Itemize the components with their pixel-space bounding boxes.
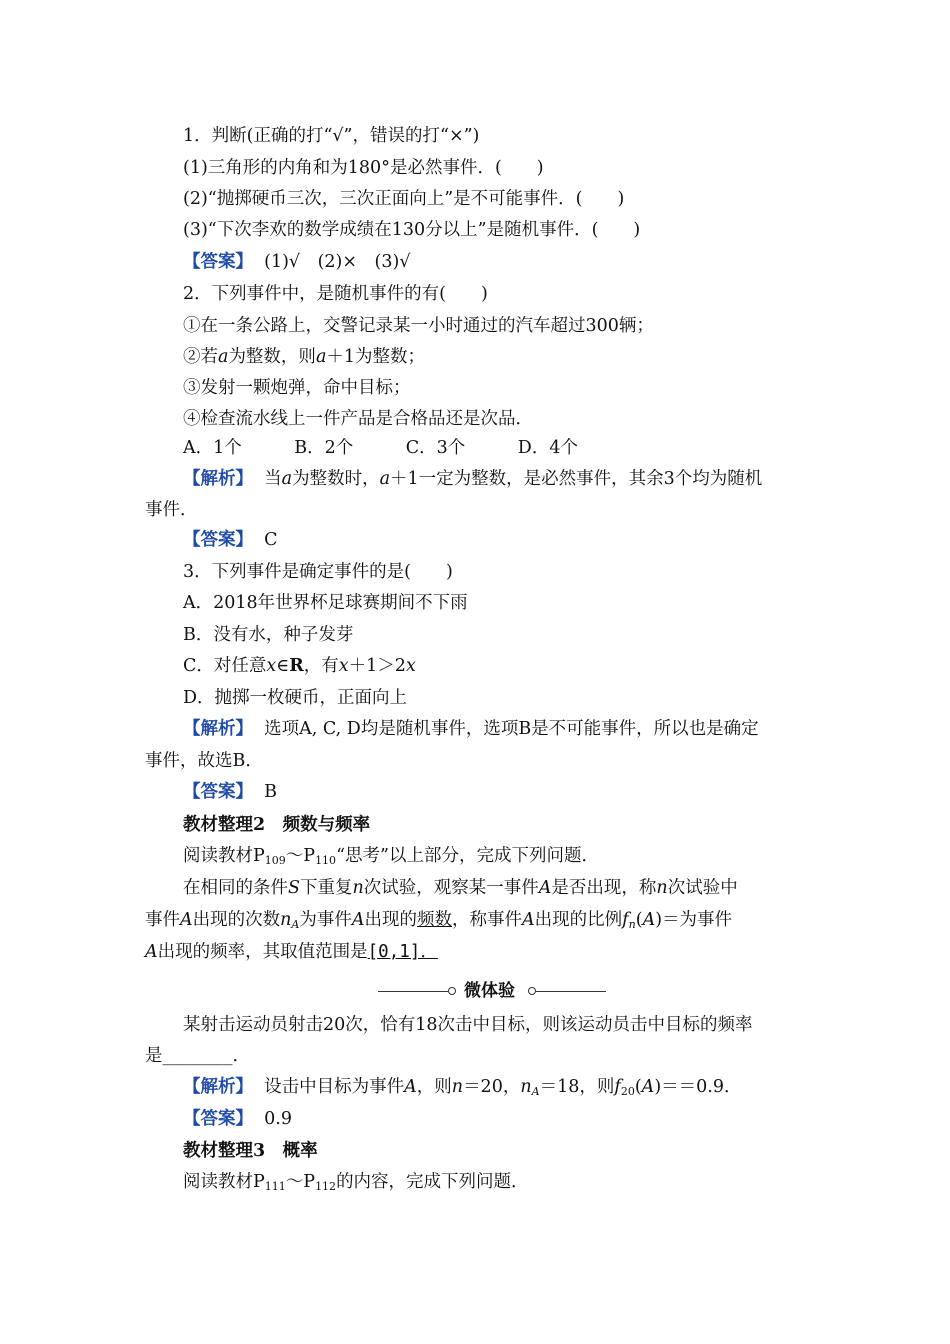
- divider-line-left: [378, 991, 448, 992]
- section-2-para-line3: [145, 941, 438, 963]
- analysis-tag: 【解析】: [183, 469, 253, 489]
- var-A: A: [538, 878, 552, 898]
- text: ，称事件: [452, 910, 523, 930]
- section-3-heading: 教材整理3 概率: [183, 1141, 318, 1161]
- text: 当: [264, 469, 282, 489]
- text: ②若: [183, 347, 218, 367]
- var-a: a: [281, 469, 293, 489]
- text: 次试验中: [667, 878, 738, 898]
- analysis-tag: 【解析】: [183, 1077, 253, 1097]
- q2-item-1: ①在一条公路上，交警记录某一小时通过的汽车超过300辆；: [183, 316, 654, 336]
- section-2-heading: 教材整理2 频数与频率: [183, 815, 371, 835]
- q2-analysis-line1: [183, 468, 762, 490]
- text: 是否出现，称: [551, 878, 657, 898]
- text: )＝＝0.9．: [654, 1077, 742, 1097]
- q3-option-d: D．抛掷一枚硬币，正面向上: [183, 688, 408, 708]
- underlined-term: 频数: [417, 910, 453, 930]
- text: 阅读教材P: [183, 846, 265, 866]
- text: 的内容，完成下列问题．: [336, 1172, 529, 1192]
- q1-answer: (1)√ (2)× (3)√: [264, 252, 411, 272]
- var-x: x: [266, 656, 277, 676]
- text: 事件: [145, 910, 180, 930]
- q1-statement-2: (2)“抛掷硬币三次，三次正面向上”是不可能事件．( ): [183, 189, 625, 209]
- exp-answer: 0.9: [264, 1109, 292, 1129]
- text: ＝20，: [463, 1077, 521, 1097]
- text: 出现的频率，其取值范围是: [157, 942, 368, 962]
- text: 在相同的条件: [183, 878, 288, 898]
- mini-experience-divider: [378, 980, 606, 1002]
- var-A: A: [522, 910, 535, 930]
- q2-answer: C: [264, 530, 278, 550]
- text: 设击中目标为事件: [264, 1077, 405, 1097]
- text: ，则: [416, 1077, 452, 1097]
- divider-line-right: [536, 991, 606, 992]
- divider-dot-right: [528, 987, 536, 995]
- exp-analysis-line: [183, 1076, 741, 1103]
- var-n: n: [520, 1077, 532, 1097]
- var-n: n: [352, 878, 364, 898]
- text: 次试验，观察某一事件: [363, 878, 539, 898]
- q2-item-4: ④检查流水线上一件产品是合格品还是次品．: [183, 409, 533, 429]
- var-f: f: [622, 910, 629, 930]
- text: 为整数，则: [228, 347, 316, 367]
- text: ＝18，则: [539, 1077, 615, 1097]
- page-sub: 109: [264, 854, 286, 867]
- section-2-reading: [183, 845, 599, 872]
- text: 下重复: [300, 878, 353, 898]
- var-A: A: [641, 1077, 655, 1097]
- var-x: x: [405, 656, 416, 676]
- divider-label: 微体验: [464, 981, 515, 1001]
- page-sub: 112: [315, 1180, 337, 1193]
- text: (: [635, 910, 643, 930]
- answer-tag: 【答案】: [183, 1109, 253, 1129]
- exp-question-line1: 某射击运动员射击20次，恰有18次击中目标，则该运动员击中目标的频率: [183, 1015, 753, 1035]
- q2-analysis-line2: 事件．: [145, 500, 198, 520]
- text: 出现的: [364, 910, 418, 930]
- section-2-para-line1: [183, 877, 738, 899]
- q3-option-b: B．没有水，种子发芽: [183, 625, 354, 645]
- var-A: A: [642, 910, 656, 930]
- var-n: n: [280, 910, 292, 930]
- exp-answer-line: [183, 1108, 292, 1130]
- var-S: S: [288, 878, 300, 898]
- var-n-sub: n: [628, 918, 636, 931]
- q2-title: 2．下列事件中，是随机事件的有( ): [183, 284, 488, 304]
- var-A-sub: A: [291, 918, 300, 931]
- real-set-R: R: [289, 656, 304, 676]
- q2-answer-line: [183, 529, 278, 551]
- q3-option-a: A．2018年世界杯足球赛期间不下雨: [183, 593, 468, 613]
- text: ∈: [276, 656, 290, 676]
- var-A: A: [145, 942, 158, 962]
- q1-statement-3: (3)“下次李欢的数学成绩在130分以上”是随机事件．( ): [183, 220, 641, 240]
- q3-answer-line: [183, 781, 277, 803]
- text: 出现的次数: [192, 910, 281, 930]
- text: 为整数时，: [292, 469, 380, 489]
- divider-dot-left: [448, 987, 456, 995]
- answer-tag: 【答案】: [183, 252, 253, 272]
- q3-title: 3．下列事件是确定事件的是( ): [183, 562, 453, 582]
- page-sub: 110: [315, 854, 337, 867]
- var-A: A: [180, 910, 193, 930]
- var-n: n: [451, 1077, 464, 1097]
- section-2-para-line2: [145, 909, 732, 936]
- text: ＋1为整数；: [326, 347, 426, 367]
- sub-20: 20: [620, 1085, 635, 1098]
- var-n: n: [656, 878, 668, 898]
- underlined-range: [0,1]．: [367, 942, 438, 962]
- var-f: f: [614, 1077, 621, 1097]
- answer-tag: 【答案】: [183, 782, 253, 802]
- q2-options: A．1个 B．2个 C．3个 D．4个: [183, 438, 578, 458]
- text: ＋1＞2: [348, 656, 406, 676]
- text: 为事件: [299, 910, 352, 930]
- var-A-sub: A: [531, 1085, 540, 1098]
- q1-title: 1．判断(正确的打“√”，错误的打“×”): [183, 126, 480, 146]
- q3-analysis-line1: [183, 718, 759, 740]
- q2-item-2: [183, 346, 425, 368]
- text: ＋1一定为整数，是必然事件，其余3个均为随机: [390, 469, 763, 489]
- text: ，有: [303, 656, 339, 676]
- text: 选项A, C, D均是随机事件，选项B是不可能事件，所以也是确定: [264, 719, 759, 739]
- var-a: a: [379, 469, 391, 489]
- exp-question-line2: 是________．: [145, 1046, 250, 1066]
- var-A: A: [351, 910, 365, 930]
- var-a: a: [315, 347, 327, 367]
- analysis-tag: 【解析】: [183, 719, 253, 739]
- q3-option-c: [183, 655, 416, 677]
- var-a: a: [218, 347, 229, 367]
- q3-answer: B: [264, 782, 278, 802]
- q1-answer-line: [183, 251, 410, 273]
- text: ～P: [285, 1172, 316, 1192]
- page-sub: 111: [264, 1180, 286, 1193]
- var-A: A: [404, 1077, 417, 1097]
- q1-statement-1: (1)三角形的内角和为180°是必然事件．( ): [183, 158, 544, 178]
- text: (: [634, 1077, 642, 1097]
- answer-tag: 【答案】: [183, 530, 253, 550]
- section-3-reading: [183, 1171, 529, 1198]
- text: “思考”以上部分，完成下列问题．: [336, 846, 599, 866]
- q2-item-3: ③发射一颗炮弹，命中目标；: [183, 378, 411, 398]
- text: )＝为事件: [655, 910, 733, 930]
- var-x: x: [338, 656, 349, 676]
- text: ～P: [285, 846, 316, 866]
- text: C．对任意: [183, 656, 267, 676]
- q3-analysis-line2: 事件，故选B．: [145, 751, 263, 771]
- text: 阅读教材P: [183, 1172, 265, 1192]
- text: 出现的比例: [534, 910, 623, 930]
